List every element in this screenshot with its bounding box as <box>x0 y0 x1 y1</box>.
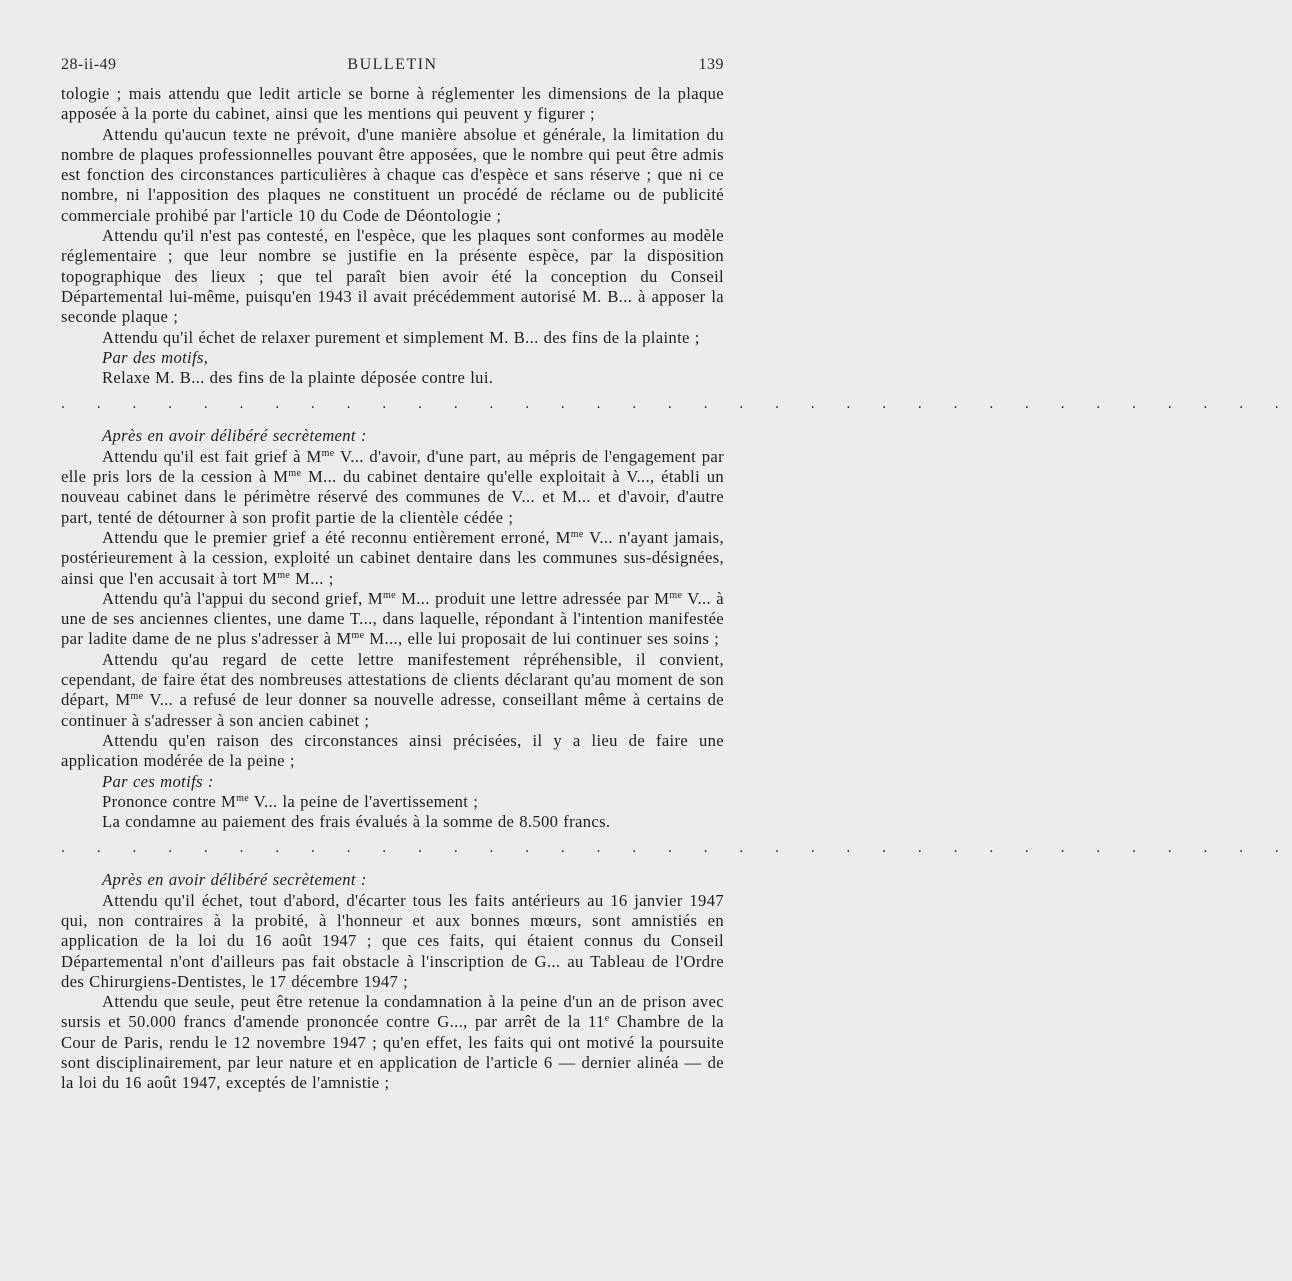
decision-text: Relaxe M. B... des fins de la plainte déposée contre lui. <box>102 368 494 388</box>
paragraph: Attendu qu'il n'est pas contesté, en l'espèce, que les plaques sont conformes au modèle réglementaire ; que leur nombre se justifie en la présente espèce, par la disposition topographique des lieux ; que tel paraît bien avoir été la conception du Conseil Départemental lui-même, puisqu'en 1943 il avait précédemment autorisé M. B... à apposer la seconde plaque ; <box>61 226 724 327</box>
paragraph: tologie ; mais attendu que ledit article se borne à réglementer les dimensions de la plaque apposée à la porte du cabinet, ainsi que les mentions qui peuvent y figurer ; <box>61 84 724 124</box>
deliberation-heading: Après en avoir délibéré secrètement : <box>102 870 367 890</box>
paragraph: Attendu qu'au regard de cette lettre manifestement répréhensible, il convient, cependant, de faire état des nombreuses attestations de clients déclarant qu'au moment de son départ, $M^{me}$ V... a refusé de leur donner sa nouvelle adresse, conseillant même à certains de continuer à s'adresser à son ancien cabinet ; <box>61 649 724 730</box>
page-number: 139 <box>698 56 724 73</box>
decision-text: Prononce contre $M^{me}$ V... la peine de l'avertissement ; <box>102 791 479 811</box>
paragraph: Attendu que le premier grief a été reconnu entièrement erroné, $M^{me}$ V... n'ayant jamais, postérieurement à la cession, exploité un cabinet dentaire dans les communes sus-désignées, ainsi que l'en accusait à tort $M^{me}$ M... ; <box>61 527 724 588</box>
decision-text: La condamne au paiement des frais évalués à la somme de 8.500 francs. <box>102 812 611 832</box>
section-separator: . . . . . . . . . . . . . . . . . . . . . . . . . . . . . . . . . . . <box>61 395 1292 413</box>
paragraph: Attendu qu'en raison des circonstances ainsi précisées, il y a lieu de faire une application modérée de la peine ; <box>61 730 724 771</box>
header-date: 28-ii-49 <box>61 56 117 73</box>
paragraph: Attendu qu'aucun texte ne prévoit, d'une manière absolue et générale, la limitation du nombre de plaques professionnelles pouvant être apposées, que le nombre qui peut être admis est fonction des circonstances particulières à chaque cas d'espèce et sans réserve ; que ni ce nombre, ni l'apposition des plaques ne constituent un procédé de réclame ou de publicité commerciale prohibé par l'article 10 du Code de Déontologie ; <box>61 124 724 225</box>
page-header <box>61 56 724 84</box>
document-body <box>61 84 1292 1094</box>
header-title: BULLETIN <box>347 56 438 73</box>
section-separator: . . . . . . . . . . . . . . . . . . . . . . . . . . . . . . . . . . . <box>61 839 1292 857</box>
paragraph: Attendu qu'il échet, tout d'abord, d'écarter tous les faits antérieurs au 16 janvier 1947 qui, non contraires à la probité, à l'honneur et aux bonnes mœurs, sont amnistiés en application de la loi du 16 août 1947 ; que ces faits, qui étaient connus du Conseil Départemental n'ont d'ailleurs pas fait obstacle à l'inscription de G... au Tableau de l'Ordre des Chirurgiens-Dentistes, le 17 décembre 1947 ; <box>61 890 724 991</box>
motifs-heading: Par des motifs, <box>102 347 209 367</box>
paragraph: Attendu qu'il est fait grief à $M^{me}$ V... d'avoir, d'une part, au mépris de l'engagement par elle pris lors de la cession à $M^{me}$ M... du cabinet dentaire qu'elle exploitait à V..., établi un nouveau cabinet dans le périmètre réservé des communes de V... et M... et d'avoir, d'autre part, tenté de détourner à son profit partie de la clientèle cédée ; <box>61 446 725 527</box>
paragraph: Attendu que seule, peut être retenue la condamnation à la peine d'un an de prison avec sursis et 50.000 francs d'amende prononcée contre G..., par arrêt de la 11e Chambre de la Cour de Paris, rendu le 12 novembre 1947 ; qu'en effet, les faits qui ont motivé la poursuite sont disciplinairement, par leur nature et en application de l'article 6 — dernier alinéa — de la loi du 16 août 1947, exceptés de l'amnistie ; <box>61 992 724 1093</box>
deliberation-heading: Après en avoir délibéré secrètement : <box>102 426 367 446</box>
paragraph: Attendu qu'il échet de relaxer purement et simplement M. B... des fins de la plainte ; <box>102 327 700 347</box>
motifs-heading: Par ces motifs : <box>102 771 214 791</box>
paragraph: Attendu qu'à l'appui du second grief, $M^{me}$ M... produit une lettre adressée par $M^{me}$ V... à une de ses anciennes clientes, une dame T..., dans laquelle, répondant à l'intention manifestée par ladite dame de ne plus s'adresser à $M^{me}$ M..., elle lui proposait de lui continuer ses soins ; <box>61 588 724 649</box>
